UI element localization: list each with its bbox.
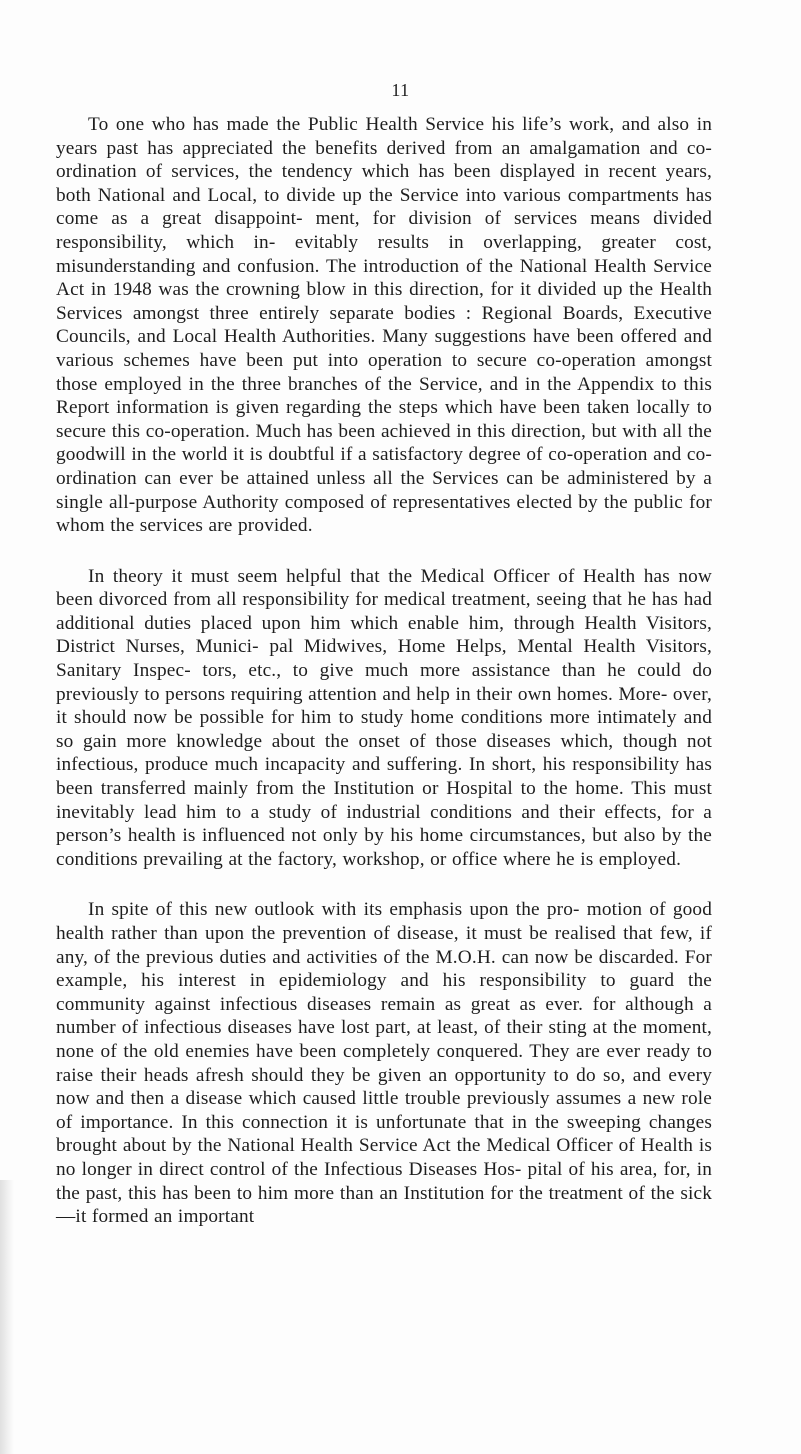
page-number: 11: [391, 80, 410, 100]
page-edge-shadow: [0, 1180, 14, 1454]
body-text: [56, 113, 712, 1256]
paragraph-1: To one who has made the Public Health Service his life’s work, and also in years past has appreciated the benefits derived from an amalgamation and co-ordination of services, the tendency which has been displayed in recent years, both National and Local, to divide up the Service into various compartments has come as a great disappoint- ment, for division of services means divided responsibility, which in- evitably results in overlapping, greater cost, misunderstanding and confusion. The introduction of the National Health Service Act in 1948 was the crowning blow in this direction, for it divided up the Health Services amongst three entirely separate bodies : Regional Boards, Executive Councils, and Local Health Authorities. Many suggestions have been offered and various schemes have been put into operation to secure co-operation amongst those employed in the three branches of the Service, and in the Appendix to this Report information is given regarding the steps which have been taken locally to secure this co-operation. Much has been achieved in this direction, but with all the goodwill in the world it is doubtful if a satisfactory degree of co-operation and co-ordination can ever be attained unless all the Services can be administered by a single all-purpose Authority composed of representatives elected by the public for whom the services are provided.: [56, 114, 712, 537]
paragraph-2: In theory it must seem helpful that the Medical Officer of Health has now been divorced from all responsibility for medical treatment, seeing that he has had additional duties placed upon him which enable him, through Health Visitors, District Nurses, Munici- pal Midwives, Home Helps, Mental Health Visitors, Sanitary Inspec- tors, etc., to give much more assistance than he could do previously to persons requiring attention and help in their own homes. More- over, it should now be possible for him to study home conditions more intimately and so gain more knowledge about the onset of those diseases which, though not infectious, produce much incapacity and suffering. In short, his responsibility has been transferred mainly from the Institution or Hospital to the home. This must inevitably lead him to a study of industrial conditions and their effects, for a person’s health is influenced not only by his home circumstances, but also by the conditions prevailing at the factory, workshop, or office where he is employed.: [56, 565, 712, 870]
paragraph-3: In spite of this new outlook with its emphasis upon the pro- motion of good health rather than upon the prevention of disease, it must be realised that few, if any, of the previous duties and activities of the M.O.H. can now be discarded. For example, his interest in epidemiology and his responsibility to guard the community against infectious diseases remain as great as ever. for although a number of infectious diseases have lost part, at least, of their sting at the moment, none of the old enemies have been completely conquered. They are ever ready to raise their heads afresh should they be given an opportunity to do so, and every now and then a disease which caused little trouble previously assumes a new role of importance. In this connection it is unfortunate that in the sweeping changes brought about by the National Health Service Act the Medical Officer of Health is no longer in direct control of the Infectious Diseases Hos- pital of his area, for, in the past, this has been to him more than an Institution for the treatment of the sick—it formed an important: [56, 899, 712, 1228]
